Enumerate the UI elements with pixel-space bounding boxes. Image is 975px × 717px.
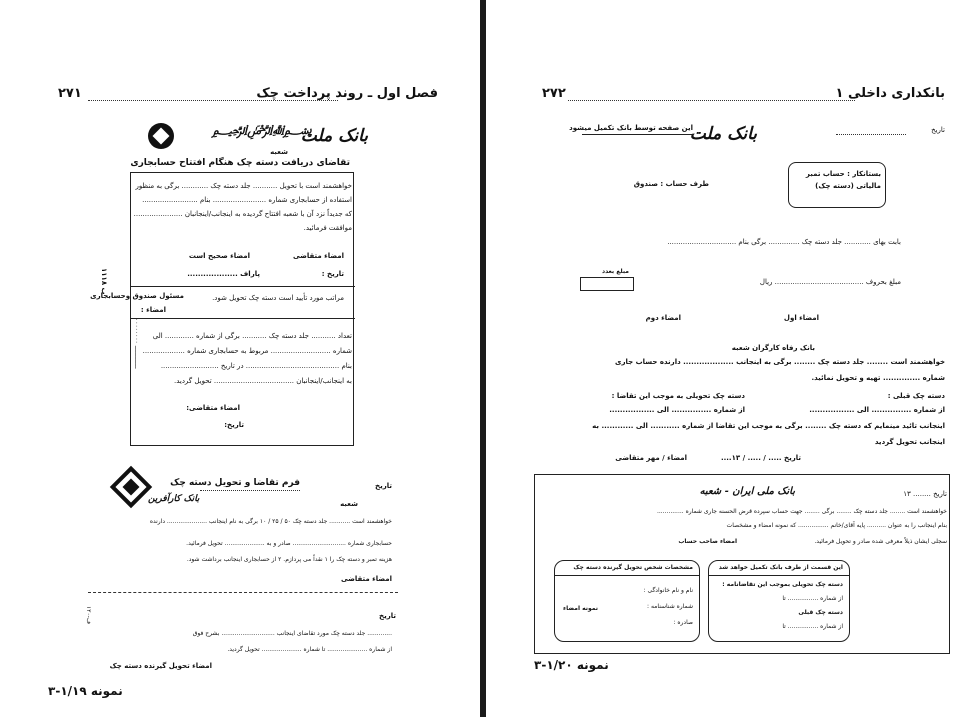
form2-line1: خواهشمند است ........... جلد دسته چک ۵۰ / ۲۵ / ۱۰ برگی به نام اینجانب ..................... دارنده [149, 518, 392, 525]
rform1-sig-second: امضاء دوم [645, 314, 681, 322]
rform3-recipient-id: شماره شناسنامه : [647, 603, 693, 610]
rform3-line1: خواهشمند است ........ جلد دسته چک ........ برگی ........ جهت حساب سپرده قرض الحسنه جاری شماره .............. [656, 508, 947, 515]
rform2-date-line: تاریخ ..... / ..... / ۱۳.... [720, 454, 801, 462]
rform3-bank-box [708, 560, 850, 642]
left-page-number: ۲۷۱ [58, 86, 82, 101]
rform1-bank-name: بانک ملت [689, 124, 757, 144]
form1-number-line: شماره ........................... مربوط به حسابجاری شماره ................... [142, 347, 352, 355]
form1-recipient-sig: امضاء متقاضی: [186, 404, 240, 412]
form1-line2: استفاده از حسابجاری شماره ........................ بنام ......................... [142, 196, 352, 204]
rform1-creditor-box [788, 162, 886, 208]
form1-date2: تاریخ: [224, 421, 244, 429]
rform3-line3: سجلی ایشان ذیلاً معرفی شده صادر و تحویل فرمائید. [814, 538, 947, 545]
form2-date: تاریخ [375, 482, 392, 490]
rform1-note: این صفحه توسط بانک تکمیل میشود [569, 124, 693, 132]
right-page-caption: نمونه ۱/۲۰-۳ [534, 658, 609, 672]
form1-name-line: بنام .......................................... در تاریخ .......................... [160, 362, 352, 370]
rform2-delivered-label: دسته چک تحویلی به موجب این تقاضا : [611, 392, 745, 400]
form2-branch: شعبه [340, 500, 358, 508]
form2-side-code: ۱۲۰-ف [85, 606, 92, 625]
rform2-line1: خواهشمند است ........ جلد دسته چک ........ برگی به اینجانب ................... دارنده حساب جاری [615, 358, 945, 366]
rform1-amount-box[interactable] [580, 277, 634, 291]
form2-recipient-sig: امضاء تحویل گیرنده دسته چک [109, 662, 212, 670]
form1-line3: که جدیداً نزد آن با شعبه افتتاح گردیده به اینجانب/اینجانبان ...................... [133, 210, 352, 218]
rform3-date: تاریخ ........ ۱۳ [903, 490, 947, 498]
rform1-sig-first: امضاء اول [783, 314, 819, 322]
rform2-confirm-line: اینجانب تائید مینمایم که دسته چک ........ برگی به موجب این تقاضا از شماره ........... الی ............ به [592, 422, 945, 430]
rform3-line2: بنام اینجانب را به عنوان .......... پایه آقای/خانم ................ که نمونه امضاء و مشخصات [726, 522, 947, 529]
rform3-recipient-issued: صادره : [673, 619, 693, 626]
rform3-bank-box-title: این قسمت از طرف بانک تکمیل خواهد شد [718, 564, 843, 571]
rform2-sig: امضاء / مهر متقاضی [615, 454, 687, 462]
left-page-title: فصل اول ـ روند پرداخت چک [256, 86, 438, 101]
rform3-bank-box-l2: از شماره ................ تا [782, 595, 843, 602]
rform1-note-underline [582, 134, 694, 135]
form2-title: فرم تقاضا و تحویل دسته چک [170, 478, 300, 488]
form1-divider-1 [130, 286, 355, 287]
karafarin-logo [110, 466, 152, 508]
form1-date: تاریخ : [321, 270, 344, 278]
form2-cut-line [88, 592, 398, 593]
form1-sig-verified: امضاء صحیح است [188, 252, 250, 260]
form1-side-code: ب ۱۱۱۸ [100, 268, 108, 295]
rform1-debit: طرف حساب : صندوق [633, 180, 709, 188]
rform2-prev-label: دسته چک قبلی : [887, 392, 945, 400]
form1-branch: شعبه [270, 148, 288, 156]
form1-side-serial: ـــــــــــــ ۰۰۰۰۰۰۰۰ [133, 318, 140, 369]
form1-sign: امضاء : [140, 306, 166, 314]
form1-delivered-line: به اینجانب/اینجانبان .................................... تحویل گردید. [173, 377, 352, 385]
form1-count-line: تعداد ........... جلد دسته چک ........... برگی از شماره ............. الی [152, 332, 352, 340]
rform3-bank-name: بانک ملی ایران - شعبه [699, 486, 795, 497]
form1-line1: خواهشمند است با تحویل ........... جلد دسته چک ............ برگی به منظور [135, 182, 352, 190]
form2-line2: حسابجاری شماره ............................ صادر و به ..................... تحویل فرمائید. [186, 540, 392, 547]
rform1-amount-box-label: مبلغ بعدد [602, 268, 629, 275]
rform3-bank-box-l3: دسته چک قبلی [798, 609, 843, 616]
rform2-line2: شماره .............. تهیه و تحویل نمائید. [811, 374, 945, 382]
form1-sig-applicant: امضاء متقاضی [293, 252, 344, 260]
form1-paraf: پاراف ................... [187, 270, 260, 278]
seal-calligraphy: ﷽ [212, 123, 312, 138]
form1-bank-name: بانک ملت [300, 126, 368, 146]
rform3-bank-box-l4: از شماره ................ تا [782, 623, 843, 630]
rform3-recipient-sig: نمونه امضاء [563, 605, 599, 612]
form1-divider-2 [130, 318, 355, 319]
form2-title-underline [200, 490, 300, 491]
rform2-delivered-line: اینجانب تحویل گردید [874, 438, 945, 446]
rform2-from-to-new: از شماره ............... الی ................. [609, 406, 745, 414]
rform2-from-to-prev: از شماره ............... الی ................. [809, 406, 945, 414]
rform3-bank-box-l1: دسته چک تحویلی بموجب این تقاضانامه : [722, 581, 843, 588]
rform1-line1: بابت بهای ............ جلد دسته چک .............. برگی بنام ............................... [667, 238, 901, 246]
form2-line5: از شماره ..................... تا شماره ..................... تحویل گردید. [227, 646, 392, 653]
rform1-date: تاریخ [931, 126, 945, 134]
left-page-caption: نمونه ۱/۱۹-۳ [48, 684, 123, 698]
form2-line3: هزینه تمبر و دسته چک را ۱ نقداً می پردازم. ۲ از حسابجاری اینجانب برداشت شود. [186, 556, 392, 563]
right-page [486, 0, 975, 717]
form2-bank-name: بانک کارآفرین [148, 494, 200, 504]
rform3-sig-holder: امضاء صاحب حساب [678, 538, 737, 545]
right-page-number: ۲۷۲ [542, 86, 566, 101]
rform1-amount-words: مبلغ بحروف ........................................ ریال [759, 278, 901, 286]
form1-approval: مراتب مورد تأیید است دسته چک تحویل شود. [212, 294, 344, 302]
rform3-recipient-box [554, 560, 700, 642]
form2-sig-applicant: امضاء متقاضی [341, 575, 392, 583]
form1-line4: موافقت فرمائید. [303, 224, 352, 232]
right-page-title: بانکداری داخلی ۱ [835, 86, 945, 101]
rform3-recipient-box-title: مشخصات شخص تحویل گیرنده دسته چک [573, 564, 693, 571]
bank-mellat-logo [148, 123, 174, 149]
left-page [0, 0, 480, 717]
rform1-date-dots [836, 134, 906, 135]
form1-title: تقاضای دریافت دسته چک هنگام افتتاح حسابجاری [130, 158, 350, 168]
rform3-recipient-name: نام و نام خانوادگی : [643, 587, 693, 594]
form2-line4: ............. جلد دسته چک مورد تقاضای اینجانب ............................ بشرح فوق [192, 630, 392, 637]
rform2-bank-name: بانک رفاه کارگران شعبه [731, 344, 815, 352]
form1-cashier: مسئول صندوق وحسابجاری [90, 292, 184, 300]
header-leader [88, 100, 338, 101]
rform1-creditor-text: بستانکار : حساب تمبر مالیاتی (دسته چک) [805, 170, 881, 190]
right-header-leader [568, 100, 855, 101]
form2-date2: تاریخ [379, 612, 396, 620]
